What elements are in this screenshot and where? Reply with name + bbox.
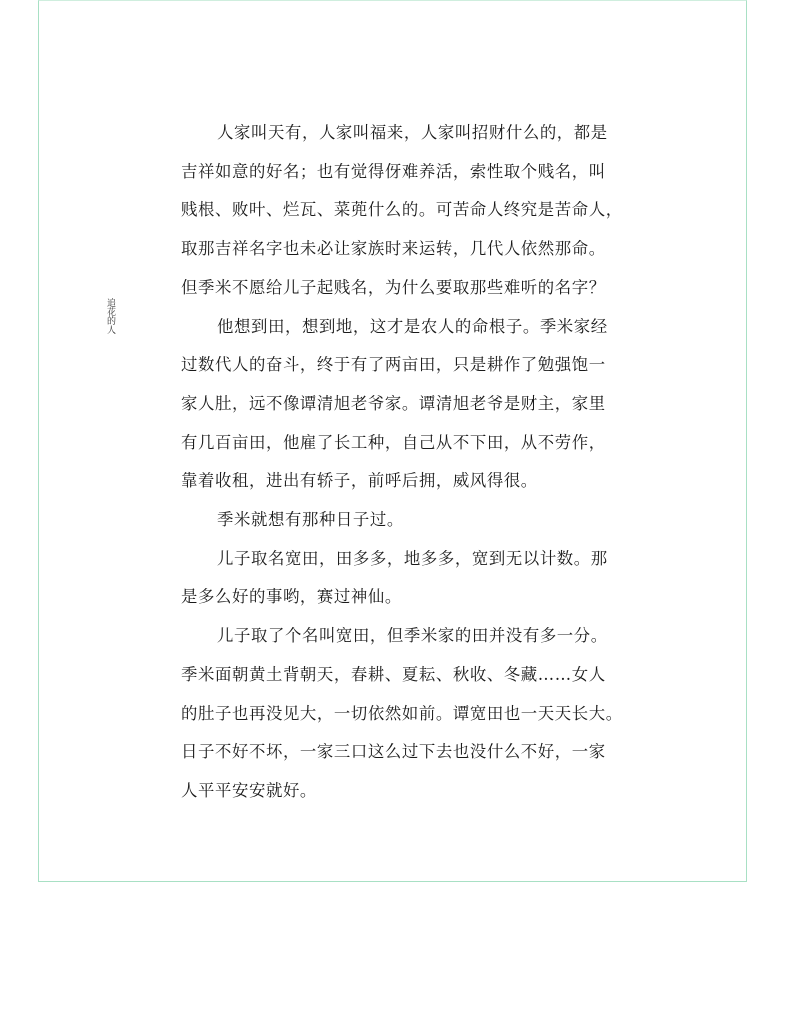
text-line: 人家叫天有，人家叫福来，人家叫招财什么的，都是 [217,123,608,142]
text-line: 家人肚，远不像谭清旭老爷家。谭清旭老爷是财主，家里 [181,393,606,413]
text-line: 是多么好的事哟，赛过神仙。 [181,587,402,607]
text-line: 日子不好不坏，一家三口这么过下去也没什么不好，一家 [181,742,606,762]
running-title: 追花的人 [105,298,115,334]
body-text [181,114,623,811]
text-line: 但季米不愿给儿子起贱名，为什么要取那些难听的名字？ [181,277,606,297]
paragraph-4 [181,540,609,617]
text-line: 取那吉祥名字也未必让家族时来运转，几代人依然那命。 [181,239,606,259]
paragraph-1 [181,114,623,308]
text-line: 吉祥如意的好名；也有觉得伢难养活，索性取个贱名，叫 [181,161,606,181]
text-line: 靠着收租，进出有轿子，前呼后拥，威风得很。 [181,471,538,491]
text-line: 季米就想有那种日子过。 [217,510,404,530]
text-line: 的肚子也再没见大，一切依然如前。谭宽田也一天天长大。 [181,703,623,723]
text-line: 贱根、败叶、烂瓦、菜蔸什么的。可苦命人终究是苦命人， [181,200,623,220]
text-line: 人平平安安就好。 [181,780,317,800]
text-line: 他想到田，想到地，这才是农人的命根子。季米家经 [217,316,608,336]
text-line: 有几百亩田，他雇了长工种，自己从不下田，从不劳作， [181,432,606,452]
paragraph-3 [181,501,609,540]
text-line: 过数代人的奋斗，终于有了两亩田，只是耕作了勉强饱一 [181,355,606,375]
text-line: 儿子取名宽田，田多多，地多多，宽到无以计数。那 [217,548,608,568]
paragraph-5 [181,617,623,811]
paragraph-2 [181,308,609,502]
text-line: 季米面朝黄土背朝天，春耕、夏耘、秋收、冬藏……女人 [181,664,606,684]
text-line: 儿子取了个名叫宽田，但季米家的田并没有多一分。 [217,626,608,646]
